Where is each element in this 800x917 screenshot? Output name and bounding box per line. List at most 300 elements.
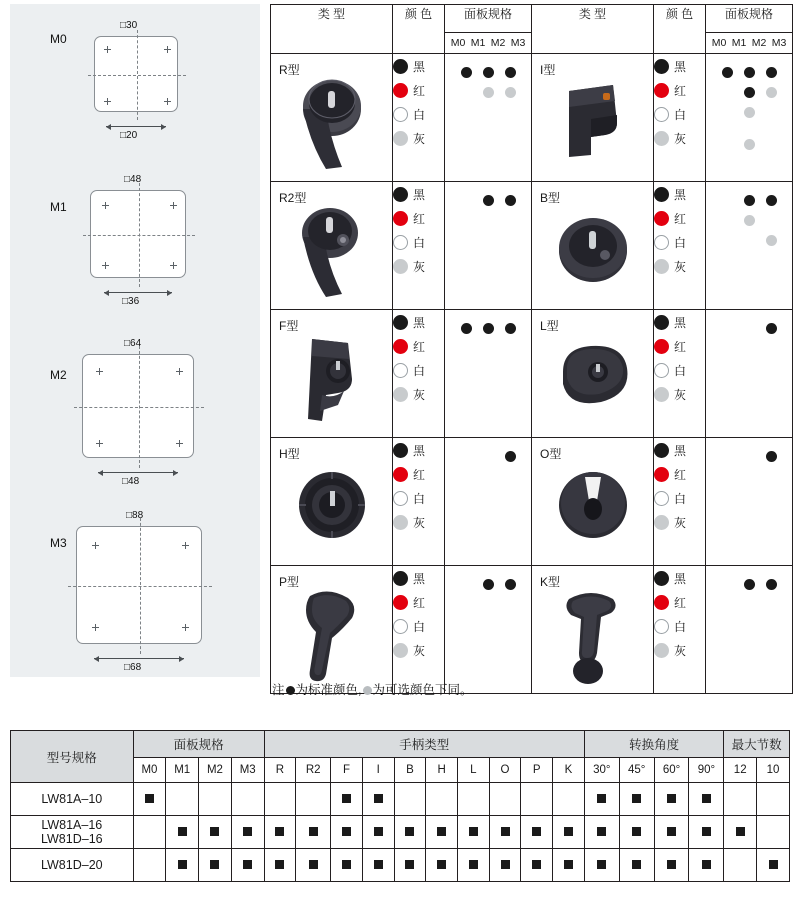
color-dot-black-icon bbox=[654, 571, 669, 586]
color-option-white bbox=[654, 102, 705, 126]
mark-cell-empty bbox=[296, 783, 331, 816]
table-row bbox=[271, 310, 793, 438]
table-row bbox=[271, 54, 793, 182]
mounting-hole-icon bbox=[182, 542, 189, 549]
color-option-white bbox=[654, 230, 705, 254]
spec-col-m2: M2 bbox=[751, 37, 767, 49]
mark-cell-empty bbox=[521, 783, 553, 816]
color-dot-black-icon bbox=[393, 571, 408, 586]
mark-cell-checked bbox=[166, 849, 199, 882]
check-square-icon bbox=[210, 860, 219, 869]
color-option-red bbox=[654, 78, 705, 102]
table-row bbox=[271, 182, 793, 310]
subheader-m2: M2 bbox=[199, 758, 232, 783]
mark-cell-checked bbox=[362, 783, 394, 816]
check-square-icon bbox=[178, 860, 187, 869]
mounting-hole-icon bbox=[182, 624, 189, 631]
color-option-red bbox=[393, 334, 444, 358]
color-option-black bbox=[654, 438, 705, 462]
panel-outer-dim: □64 bbox=[124, 338, 142, 349]
color-dot-white-icon bbox=[393, 235, 408, 250]
panel-spec-row bbox=[10, 172, 260, 340]
spec-dot-opt bbox=[483, 87, 494, 98]
check-square-icon bbox=[374, 794, 383, 803]
color-option-white bbox=[654, 486, 705, 510]
mark-cell-checked bbox=[521, 849, 553, 882]
subheader-12: 12 bbox=[724, 758, 757, 783]
mounting-hole-icon bbox=[92, 542, 99, 549]
mark-cell-empty bbox=[757, 783, 790, 816]
table-row bbox=[11, 783, 790, 816]
mark-cell-empty bbox=[133, 849, 166, 882]
color-label: 灰 bbox=[413, 515, 426, 530]
subheader-h: H bbox=[426, 758, 458, 783]
mark-cell-checked bbox=[457, 816, 489, 849]
check-square-icon bbox=[564, 827, 573, 836]
color-dot-white-icon bbox=[393, 363, 408, 378]
mark-cell-checked bbox=[521, 816, 553, 849]
group-panel-spec: 面板规格 bbox=[133, 731, 264, 758]
mark-cell-checked bbox=[264, 849, 296, 882]
color-option-white bbox=[654, 614, 705, 638]
color-dot-grey-icon bbox=[393, 387, 408, 402]
mark-cell-empty bbox=[457, 783, 489, 816]
color-label: 白 bbox=[413, 235, 426, 250]
check-square-icon bbox=[501, 860, 510, 869]
spec-cell-o bbox=[706, 438, 793, 566]
color-dot-red-icon bbox=[393, 211, 408, 226]
color-label: 红 bbox=[674, 339, 687, 354]
mark-cell-checked bbox=[619, 849, 654, 882]
color-label: 黑 bbox=[413, 315, 426, 330]
mark-cell-checked bbox=[133, 783, 166, 816]
color-label: 白 bbox=[413, 363, 426, 378]
color-option-red bbox=[393, 206, 444, 230]
mounting-hole-icon bbox=[176, 440, 183, 447]
color-option-grey bbox=[393, 638, 444, 662]
mark-cell-checked bbox=[362, 849, 394, 882]
check-square-icon bbox=[632, 860, 641, 869]
mark-cell-checked bbox=[331, 783, 363, 816]
color-option-grey bbox=[654, 638, 705, 662]
mark-cell-checked bbox=[394, 849, 426, 882]
model-selection-table bbox=[10, 730, 790, 882]
model-table-group-header bbox=[11, 731, 790, 758]
color-dot-white-icon bbox=[393, 619, 408, 634]
subheader-45: 45° bbox=[619, 758, 654, 783]
mark-cell-checked bbox=[584, 783, 619, 816]
check-square-icon bbox=[437, 860, 446, 869]
group-switch-angle: 转换角度 bbox=[584, 731, 723, 758]
mark-cell-checked bbox=[553, 849, 585, 882]
check-square-icon bbox=[532, 827, 541, 836]
check-square-icon bbox=[667, 827, 676, 836]
spec-dot-std bbox=[744, 195, 755, 206]
color-label: 白 bbox=[674, 619, 687, 634]
color-option-grey bbox=[393, 126, 444, 150]
subheader-p: P bbox=[521, 758, 553, 783]
subheader-60: 60° bbox=[654, 758, 689, 783]
spec-dot-std bbox=[744, 579, 755, 590]
handle-type-table bbox=[270, 4, 793, 694]
mounting-hole-icon bbox=[164, 46, 171, 53]
group-model-spec: 型号规格 bbox=[11, 731, 134, 783]
note-mid: 为标准颜色, bbox=[295, 683, 362, 697]
spec-dot-std bbox=[505, 579, 516, 590]
mark-cell-checked bbox=[231, 849, 264, 882]
color-label: 黑 bbox=[413, 59, 426, 74]
color-dot-red-icon bbox=[393, 467, 408, 482]
color-dot-grey-icon bbox=[393, 259, 408, 274]
panel-drawing bbox=[76, 510, 202, 673]
handle-cell-i bbox=[532, 54, 654, 182]
model-table-body bbox=[11, 783, 790, 882]
color-option-grey bbox=[393, 382, 444, 406]
mark-cell-empty bbox=[724, 849, 757, 882]
mark-cell-checked bbox=[331, 816, 363, 849]
mark-cell-checked bbox=[584, 849, 619, 882]
spec-dot-std bbox=[461, 323, 472, 334]
color-label: 白 bbox=[674, 363, 687, 378]
check-square-icon bbox=[210, 827, 219, 836]
color-dot-black-icon bbox=[393, 59, 408, 74]
color-label: 黑 bbox=[674, 187, 687, 202]
color-label: 红 bbox=[674, 467, 687, 482]
color-dot-red-icon bbox=[654, 595, 669, 610]
mark-cell-checked bbox=[231, 816, 264, 849]
handle-type-label: P型 bbox=[279, 575, 300, 589]
color-option-black bbox=[654, 182, 705, 206]
color-option-black bbox=[393, 310, 444, 334]
handle-type-label: R型 bbox=[279, 63, 300, 77]
spec-cell-f bbox=[445, 310, 532, 438]
check-square-icon bbox=[309, 827, 318, 836]
spec-dot-std bbox=[722, 67, 733, 78]
subheader-10: 10 bbox=[757, 758, 790, 783]
mark-cell-checked bbox=[489, 816, 521, 849]
r2-knob-image bbox=[271, 192, 392, 305]
spec-col-m2: M2 bbox=[490, 37, 506, 49]
spec-col-m1: M1 bbox=[470, 37, 486, 49]
panel-drawing bbox=[90, 174, 186, 307]
color-option-red bbox=[654, 462, 705, 486]
mark-cell-checked bbox=[654, 849, 689, 882]
color-option-red bbox=[393, 462, 444, 486]
check-square-icon bbox=[342, 827, 351, 836]
handle-type-label: R2型 bbox=[279, 191, 307, 205]
check-square-icon bbox=[374, 827, 383, 836]
f-knob-image bbox=[271, 320, 392, 433]
color-dot-black-icon bbox=[654, 443, 669, 458]
color-cell-o bbox=[654, 438, 706, 566]
color-option-red bbox=[654, 206, 705, 230]
group-handle-type: 手柄类型 bbox=[264, 731, 584, 758]
legend-dot-optional-icon bbox=[363, 686, 372, 695]
color-cell-k bbox=[654, 566, 706, 694]
color-label: 黑 bbox=[674, 59, 687, 74]
handle-cell-l bbox=[532, 310, 654, 438]
mark-cell-checked bbox=[553, 816, 585, 849]
panel-inner-dim: □36 bbox=[122, 296, 140, 307]
color-option-black bbox=[393, 182, 444, 206]
spec-dot-std bbox=[766, 67, 777, 78]
check-square-icon bbox=[309, 860, 318, 869]
spec-col-m3: M3 bbox=[510, 37, 526, 49]
check-square-icon bbox=[667, 794, 676, 803]
color-option-black bbox=[393, 54, 444, 78]
spec-dot-std bbox=[505, 67, 516, 78]
color-dot-black-icon bbox=[654, 187, 669, 202]
spec-cell-b bbox=[706, 182, 793, 310]
color-label: 灰 bbox=[674, 515, 687, 530]
subheader-r2: R2 bbox=[296, 758, 331, 783]
mark-cell-checked bbox=[724, 816, 757, 849]
panel-outer-dim: □48 bbox=[124, 174, 142, 185]
group-max-sections: 最大节数 bbox=[724, 731, 790, 758]
spec-dot-std bbox=[744, 67, 755, 78]
subheader-m3: M3 bbox=[231, 758, 264, 783]
mark-cell-checked bbox=[362, 816, 394, 849]
handle-cell-r2 bbox=[271, 182, 393, 310]
subheader-i: I bbox=[362, 758, 394, 783]
color-dot-red-icon bbox=[654, 211, 669, 226]
l-knob-image bbox=[532, 320, 653, 433]
mark-cell-checked bbox=[757, 849, 790, 882]
color-legend-note bbox=[272, 680, 473, 698]
color-option-white bbox=[393, 230, 444, 254]
panel-plate bbox=[94, 36, 178, 112]
mark-cell-checked bbox=[331, 849, 363, 882]
color-option-grey bbox=[654, 126, 705, 150]
header-spec-left: 面板规格 bbox=[445, 5, 532, 33]
mark-cell-checked bbox=[296, 849, 331, 882]
color-cell-l bbox=[654, 310, 706, 438]
mark-cell-checked bbox=[654, 816, 689, 849]
inner-dim-line bbox=[98, 472, 178, 473]
mark-cell-empty bbox=[394, 783, 426, 816]
table-row bbox=[11, 849, 790, 882]
spec-dot-std bbox=[461, 67, 472, 78]
color-label: 红 bbox=[674, 595, 687, 610]
panel-plate bbox=[76, 526, 202, 644]
note-suffix: 为可选颜色下同。 bbox=[372, 683, 473, 697]
color-dot-red-icon bbox=[654, 467, 669, 482]
panel-spec-label: M0 bbox=[50, 32, 67, 46]
handle-cell-p bbox=[271, 566, 393, 694]
handle-type-label: H型 bbox=[279, 447, 300, 461]
mounting-hole-icon bbox=[104, 46, 111, 53]
i-knob-image bbox=[532, 64, 653, 177]
spec-dot-std bbox=[483, 67, 494, 78]
spec-subheader-right bbox=[706, 33, 793, 54]
mounting-hole-icon bbox=[92, 624, 99, 631]
color-cell-h bbox=[393, 438, 445, 566]
check-square-icon bbox=[469, 860, 478, 869]
color-label: 灰 bbox=[674, 259, 687, 274]
color-label: 红 bbox=[413, 339, 426, 354]
r-knob-image bbox=[271, 64, 392, 177]
mark-cell-empty bbox=[553, 783, 585, 816]
color-dot-black-icon bbox=[393, 443, 408, 458]
mark-cell-checked bbox=[199, 816, 232, 849]
check-square-icon bbox=[243, 860, 252, 869]
panel-outer-dim: □30 bbox=[120, 20, 138, 31]
panel-spec-label: M1 bbox=[50, 200, 67, 214]
spec-cell-r bbox=[445, 54, 532, 182]
mark-cell-empty bbox=[166, 783, 199, 816]
color-cell-f bbox=[393, 310, 445, 438]
check-square-icon bbox=[275, 860, 284, 869]
subheader-m1: M1 bbox=[166, 758, 199, 783]
color-option-black bbox=[654, 54, 705, 78]
color-dot-white-icon bbox=[654, 619, 669, 634]
mark-cell-checked bbox=[426, 816, 458, 849]
handle-cell-o bbox=[532, 438, 654, 566]
mounting-hole-icon bbox=[170, 202, 177, 209]
color-cell-r bbox=[393, 54, 445, 182]
color-dot-red-icon bbox=[393, 595, 408, 610]
color-label: 灰 bbox=[413, 643, 426, 658]
subheader-90: 90° bbox=[689, 758, 724, 783]
handle-type-label: B型 bbox=[540, 191, 561, 205]
check-square-icon bbox=[532, 860, 541, 869]
color-dot-grey-icon bbox=[393, 643, 408, 658]
check-square-icon bbox=[469, 827, 478, 836]
mark-cell-empty bbox=[489, 783, 521, 816]
center-line-horizontal bbox=[74, 407, 204, 408]
panel-plate bbox=[82, 354, 194, 458]
spec-dot-std bbox=[766, 451, 777, 462]
color-cell-p bbox=[393, 566, 445, 694]
color-dot-red-icon bbox=[393, 339, 408, 354]
color-dot-black-icon bbox=[654, 315, 669, 330]
color-label: 红 bbox=[674, 211, 687, 226]
check-square-icon bbox=[275, 827, 284, 836]
color-dot-grey-icon bbox=[654, 643, 669, 658]
p-knob-image bbox=[271, 576, 392, 689]
color-label: 白 bbox=[413, 107, 426, 122]
handle-type-label: O型 bbox=[540, 447, 562, 461]
spec-dot-std bbox=[483, 195, 494, 206]
handle-type-label: I型 bbox=[540, 63, 556, 77]
color-option-white bbox=[393, 614, 444, 638]
color-label: 黑 bbox=[674, 443, 687, 458]
spec-cell-l bbox=[706, 310, 793, 438]
mark-cell-checked bbox=[394, 816, 426, 849]
check-square-icon bbox=[342, 794, 351, 803]
color-option-red bbox=[393, 590, 444, 614]
handle-type-label: F型 bbox=[279, 319, 299, 333]
color-cell-r2 bbox=[393, 182, 445, 310]
panel-inner-dim: □48 bbox=[122, 476, 140, 487]
color-dot-black-icon bbox=[393, 315, 408, 330]
handle-cell-k bbox=[532, 566, 654, 694]
color-option-white bbox=[393, 486, 444, 510]
color-dot-red-icon bbox=[654, 83, 669, 98]
handle-cell-b bbox=[532, 182, 654, 310]
mounting-hole-icon bbox=[96, 440, 103, 447]
header-color-right: 颜 色 bbox=[654, 5, 706, 54]
spec-dot-opt bbox=[744, 215, 755, 226]
color-label: 白 bbox=[674, 491, 687, 506]
color-option-black bbox=[654, 566, 705, 590]
spec-dot-std bbox=[505, 195, 516, 206]
color-option-grey bbox=[393, 510, 444, 534]
color-option-black bbox=[393, 566, 444, 590]
mark-cell-checked bbox=[619, 783, 654, 816]
check-square-icon bbox=[405, 860, 414, 869]
mounting-hole-icon bbox=[170, 262, 177, 269]
header-color-left: 颜 色 bbox=[393, 5, 445, 54]
color-dot-white-icon bbox=[654, 235, 669, 250]
panel-spec-row bbox=[10, 340, 260, 508]
model-name-cell: LW81D–20 bbox=[11, 849, 134, 882]
inner-dim-line bbox=[94, 658, 184, 659]
spec-dot-std bbox=[766, 579, 777, 590]
panel-spec-row bbox=[10, 4, 260, 172]
color-label: 黑 bbox=[413, 443, 426, 458]
legend-dot-standard-icon bbox=[286, 686, 295, 695]
check-square-icon bbox=[736, 827, 745, 836]
mounting-hole-icon bbox=[102, 262, 109, 269]
mark-cell-checked bbox=[584, 816, 619, 849]
color-dot-grey-icon bbox=[393, 515, 408, 530]
color-label: 黑 bbox=[674, 315, 687, 330]
center-line-horizontal bbox=[68, 586, 212, 587]
check-square-icon bbox=[769, 860, 778, 869]
mounting-hole-icon bbox=[102, 202, 109, 209]
color-option-red bbox=[654, 590, 705, 614]
k-knob-image bbox=[532, 576, 653, 689]
subheader-m0: M0 bbox=[133, 758, 166, 783]
mark-cell-checked bbox=[689, 783, 724, 816]
color-dot-black-icon bbox=[393, 187, 408, 202]
color-dot-white-icon bbox=[654, 491, 669, 506]
color-option-red bbox=[393, 78, 444, 102]
subheader-r: R bbox=[264, 758, 296, 783]
mounting-hole-icon bbox=[164, 98, 171, 105]
color-option-grey bbox=[654, 382, 705, 406]
color-option-grey bbox=[654, 510, 705, 534]
color-label: 灰 bbox=[674, 387, 687, 402]
check-square-icon bbox=[632, 827, 641, 836]
table-row bbox=[271, 566, 793, 694]
mounting-hole-icon bbox=[176, 368, 183, 375]
mark-cell-checked bbox=[619, 816, 654, 849]
color-option-white bbox=[654, 358, 705, 382]
color-option-white bbox=[393, 102, 444, 126]
b-knob-image bbox=[532, 192, 653, 305]
color-option-white bbox=[393, 358, 444, 382]
check-square-icon bbox=[702, 860, 711, 869]
spec-dot-opt bbox=[766, 87, 777, 98]
mark-cell-checked bbox=[654, 783, 689, 816]
spec-cell-i bbox=[706, 54, 793, 182]
mark-cell-checked bbox=[166, 816, 199, 849]
color-dot-grey-icon bbox=[393, 131, 408, 146]
color-label: 红 bbox=[413, 83, 426, 98]
subheader-b: B bbox=[394, 758, 426, 783]
spec-dot-std bbox=[505, 323, 516, 334]
handle-cell-r bbox=[271, 54, 393, 182]
spec-col-m3: M3 bbox=[771, 37, 787, 49]
spec-cell-k bbox=[706, 566, 793, 694]
check-square-icon bbox=[632, 794, 641, 803]
panel-spec-label: M2 bbox=[50, 368, 67, 382]
color-label: 灰 bbox=[413, 259, 426, 274]
spec-dot-opt bbox=[744, 107, 755, 118]
color-label: 黑 bbox=[413, 571, 426, 586]
